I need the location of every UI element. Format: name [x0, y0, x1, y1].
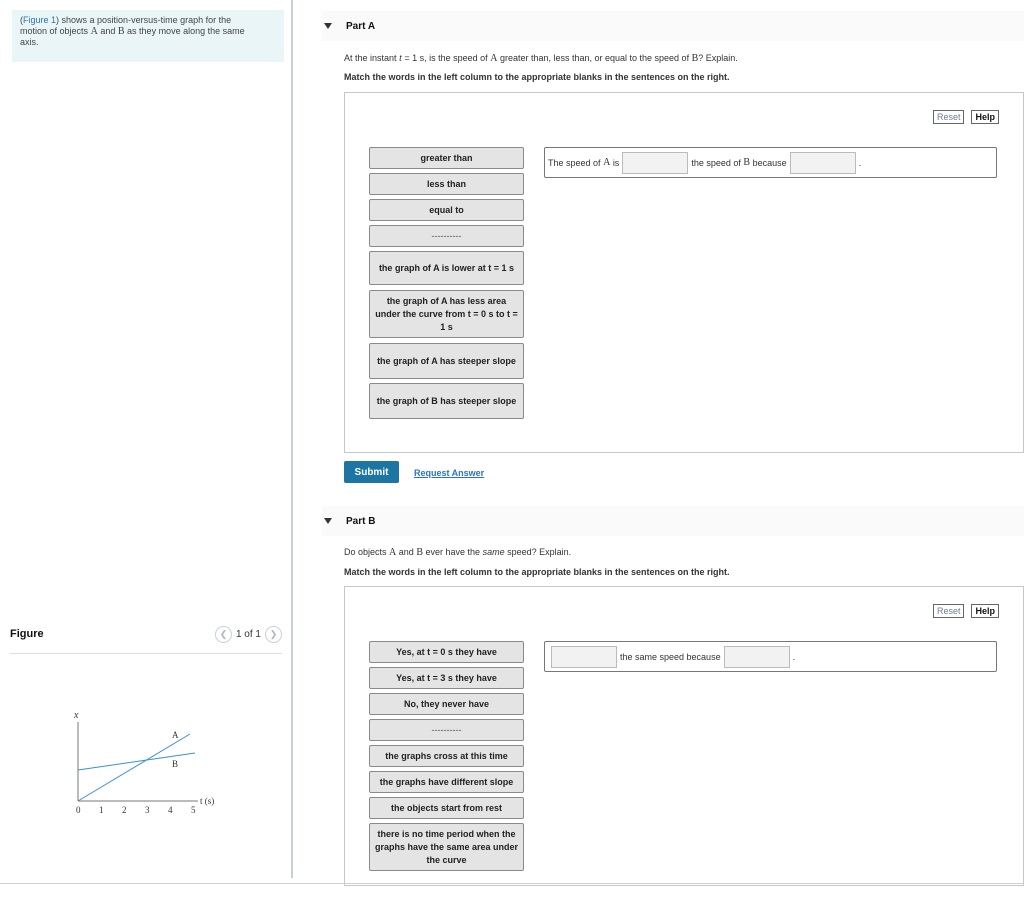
- page-bottom-border: [0, 883, 1024, 884]
- x-axis-label: t (s): [200, 796, 215, 806]
- x-tick-label: 2: [122, 805, 127, 815]
- part-b-toolbar: [933, 604, 999, 618]
- sentence-text: The speed of: [548, 157, 601, 168]
- help-button[interactable]: Help: [971, 604, 999, 618]
- q-text: and: [398, 547, 414, 557]
- sentence-text: .: [792, 651, 796, 662]
- caret-down-icon: [324, 23, 332, 29]
- tile-a-lower[interactable]: the graph of A is lower at t = 1 s: [369, 251, 524, 285]
- y-axis-label: x: [74, 710, 79, 721]
- part-a-title: Part A: [346, 20, 376, 32]
- sentence-text: .: [858, 157, 862, 168]
- prev-figure-button[interactable]: [215, 626, 232, 643]
- tile-never[interactable]: No, they never have: [369, 693, 524, 715]
- intro-text-c: as they move along the same: [127, 26, 245, 36]
- drop-blank-1[interactable]: [551, 646, 617, 668]
- drop-blank-2[interactable]: [724, 646, 790, 668]
- part-a-header[interactable]: [322, 11, 1024, 41]
- submit-button[interactable]: Submit: [344, 461, 399, 483]
- x-tick-labels: [76, 805, 196, 815]
- line-a-label: A: [172, 730, 179, 740]
- tile-greater-than[interactable]: greater than: [369, 147, 524, 169]
- q-text: = 1 s, is the speed of: [404, 53, 488, 63]
- part-b-title: Part B: [346, 515, 376, 527]
- part-a-instructions: Match the words in the left column to the appropriate blanks in the sentences on the right.: [344, 72, 730, 82]
- part-b-instructions: Match the words in the left column to the appropriate blanks in the sentences on the right.: [344, 567, 730, 577]
- intro-and: and: [100, 26, 116, 36]
- sentence-text: the same speed because: [620, 651, 721, 662]
- x-tick-label: 5: [191, 805, 196, 815]
- figure-header: [10, 624, 282, 654]
- position-time-graph: [60, 700, 230, 825]
- reset-button[interactable]: Reset: [933, 604, 965, 618]
- figure-link[interactable]: Figure 1: [23, 15, 57, 25]
- intro-var-b: B: [117, 26, 125, 37]
- part-a-question: [344, 53, 738, 64]
- sentence-var-a: A: [603, 157, 611, 168]
- tile-start-rest[interactable]: the objects start from rest: [369, 797, 524, 819]
- sentence-var-b: B: [743, 157, 751, 168]
- tile-different-slope[interactable]: the graphs have different slope: [369, 771, 524, 793]
- x-tick-label: 1: [99, 805, 104, 815]
- figure-pager: [215, 626, 282, 643]
- pager-text: 1 of 1: [235, 629, 261, 640]
- figure-title: Figure: [10, 628, 44, 640]
- intro-text-b: motion of objects: [20, 26, 89, 36]
- tile-a-less-area[interactable]: the graph of A has less area under the curve from t = 0 s to t = 1 s: [369, 290, 524, 338]
- x-tick-label: 0: [76, 805, 81, 815]
- next-figure-button[interactable]: [265, 626, 282, 643]
- sentence-text: the speed of: [691, 157, 741, 168]
- column-divider: [291, 0, 293, 878]
- request-answer-link[interactable]: Request Answer: [414, 468, 485, 478]
- caret-down-icon: [324, 518, 332, 524]
- drop-blank-2[interactable]: [790, 152, 856, 174]
- figure-intro: (Figure 1) shows a position-versus-time graph for the motion of objects A and B as they move along the same axis.: [12, 10, 284, 62]
- chevron-left-icon: ❮: [219, 629, 228, 639]
- intro-text-d: axis.: [20, 37, 39, 47]
- q-var-t: t: [399, 53, 402, 64]
- part-b-header[interactable]: [322, 506, 1024, 536]
- x-tick-label: 3: [145, 805, 150, 815]
- intro-var-a: A: [90, 26, 98, 37]
- q-var-b: B: [691, 53, 699, 64]
- q-var-a: A: [490, 53, 498, 64]
- q-text: Do objects: [344, 547, 387, 557]
- help-button[interactable]: Help: [971, 110, 999, 124]
- left-column: [0, 0, 290, 878]
- drop-blank-1[interactable]: [622, 152, 688, 174]
- tile-less-than[interactable]: less than: [369, 173, 524, 195]
- part-b-question: [344, 547, 571, 558]
- tile-a-steeper[interactable]: the graph of A has steeper slope: [369, 343, 524, 379]
- part-a-match-area: [344, 92, 1024, 453]
- tile-yes-t3[interactable]: Yes, at t = 3 s they have: [369, 667, 524, 689]
- q-text: At the instant: [344, 53, 397, 63]
- tile-no-period[interactable]: there is no time period when the graphs have the same area under the curve: [369, 823, 524, 871]
- line-b-label: B: [172, 759, 179, 769]
- q-var-a: A: [389, 547, 397, 558]
- part-b-match-area: [344, 586, 1024, 886]
- tile-b-steeper[interactable]: the graph of B has steeper slope: [369, 383, 524, 419]
- chevron-right-icon: ❯: [269, 629, 278, 639]
- part-a-sentence: [544, 147, 997, 178]
- reset-button[interactable]: Reset: [933, 110, 965, 124]
- q-text: greater than, less than, or equal to the speed of: [499, 53, 690, 63]
- x-tick-label: 4: [168, 805, 173, 815]
- sentence-text: because: [752, 157, 787, 168]
- q-var-b: B: [416, 547, 424, 558]
- q-emphasis: same: [482, 547, 505, 557]
- part-b-sentence: [544, 641, 997, 672]
- sentence-text: is: [612, 157, 620, 168]
- q-text: ? Explain.: [698, 53, 738, 63]
- part-a-toolbar: [933, 110, 999, 124]
- tile-separator[interactable]: ----------: [369, 225, 524, 247]
- tile-yes-t0[interactable]: Yes, at t = 0 s they have: [369, 641, 524, 663]
- intro-text-a: ) shows a position-versus-time graph for the: [56, 15, 232, 25]
- tile-separator[interactable]: ----------: [369, 719, 524, 741]
- tile-graphs-cross[interactable]: the graphs cross at this time: [369, 745, 524, 767]
- tile-equal-to[interactable]: equal to: [369, 199, 524, 221]
- q-text: speed? Explain.: [507, 547, 572, 557]
- q-text: ever have the: [425, 547, 481, 557]
